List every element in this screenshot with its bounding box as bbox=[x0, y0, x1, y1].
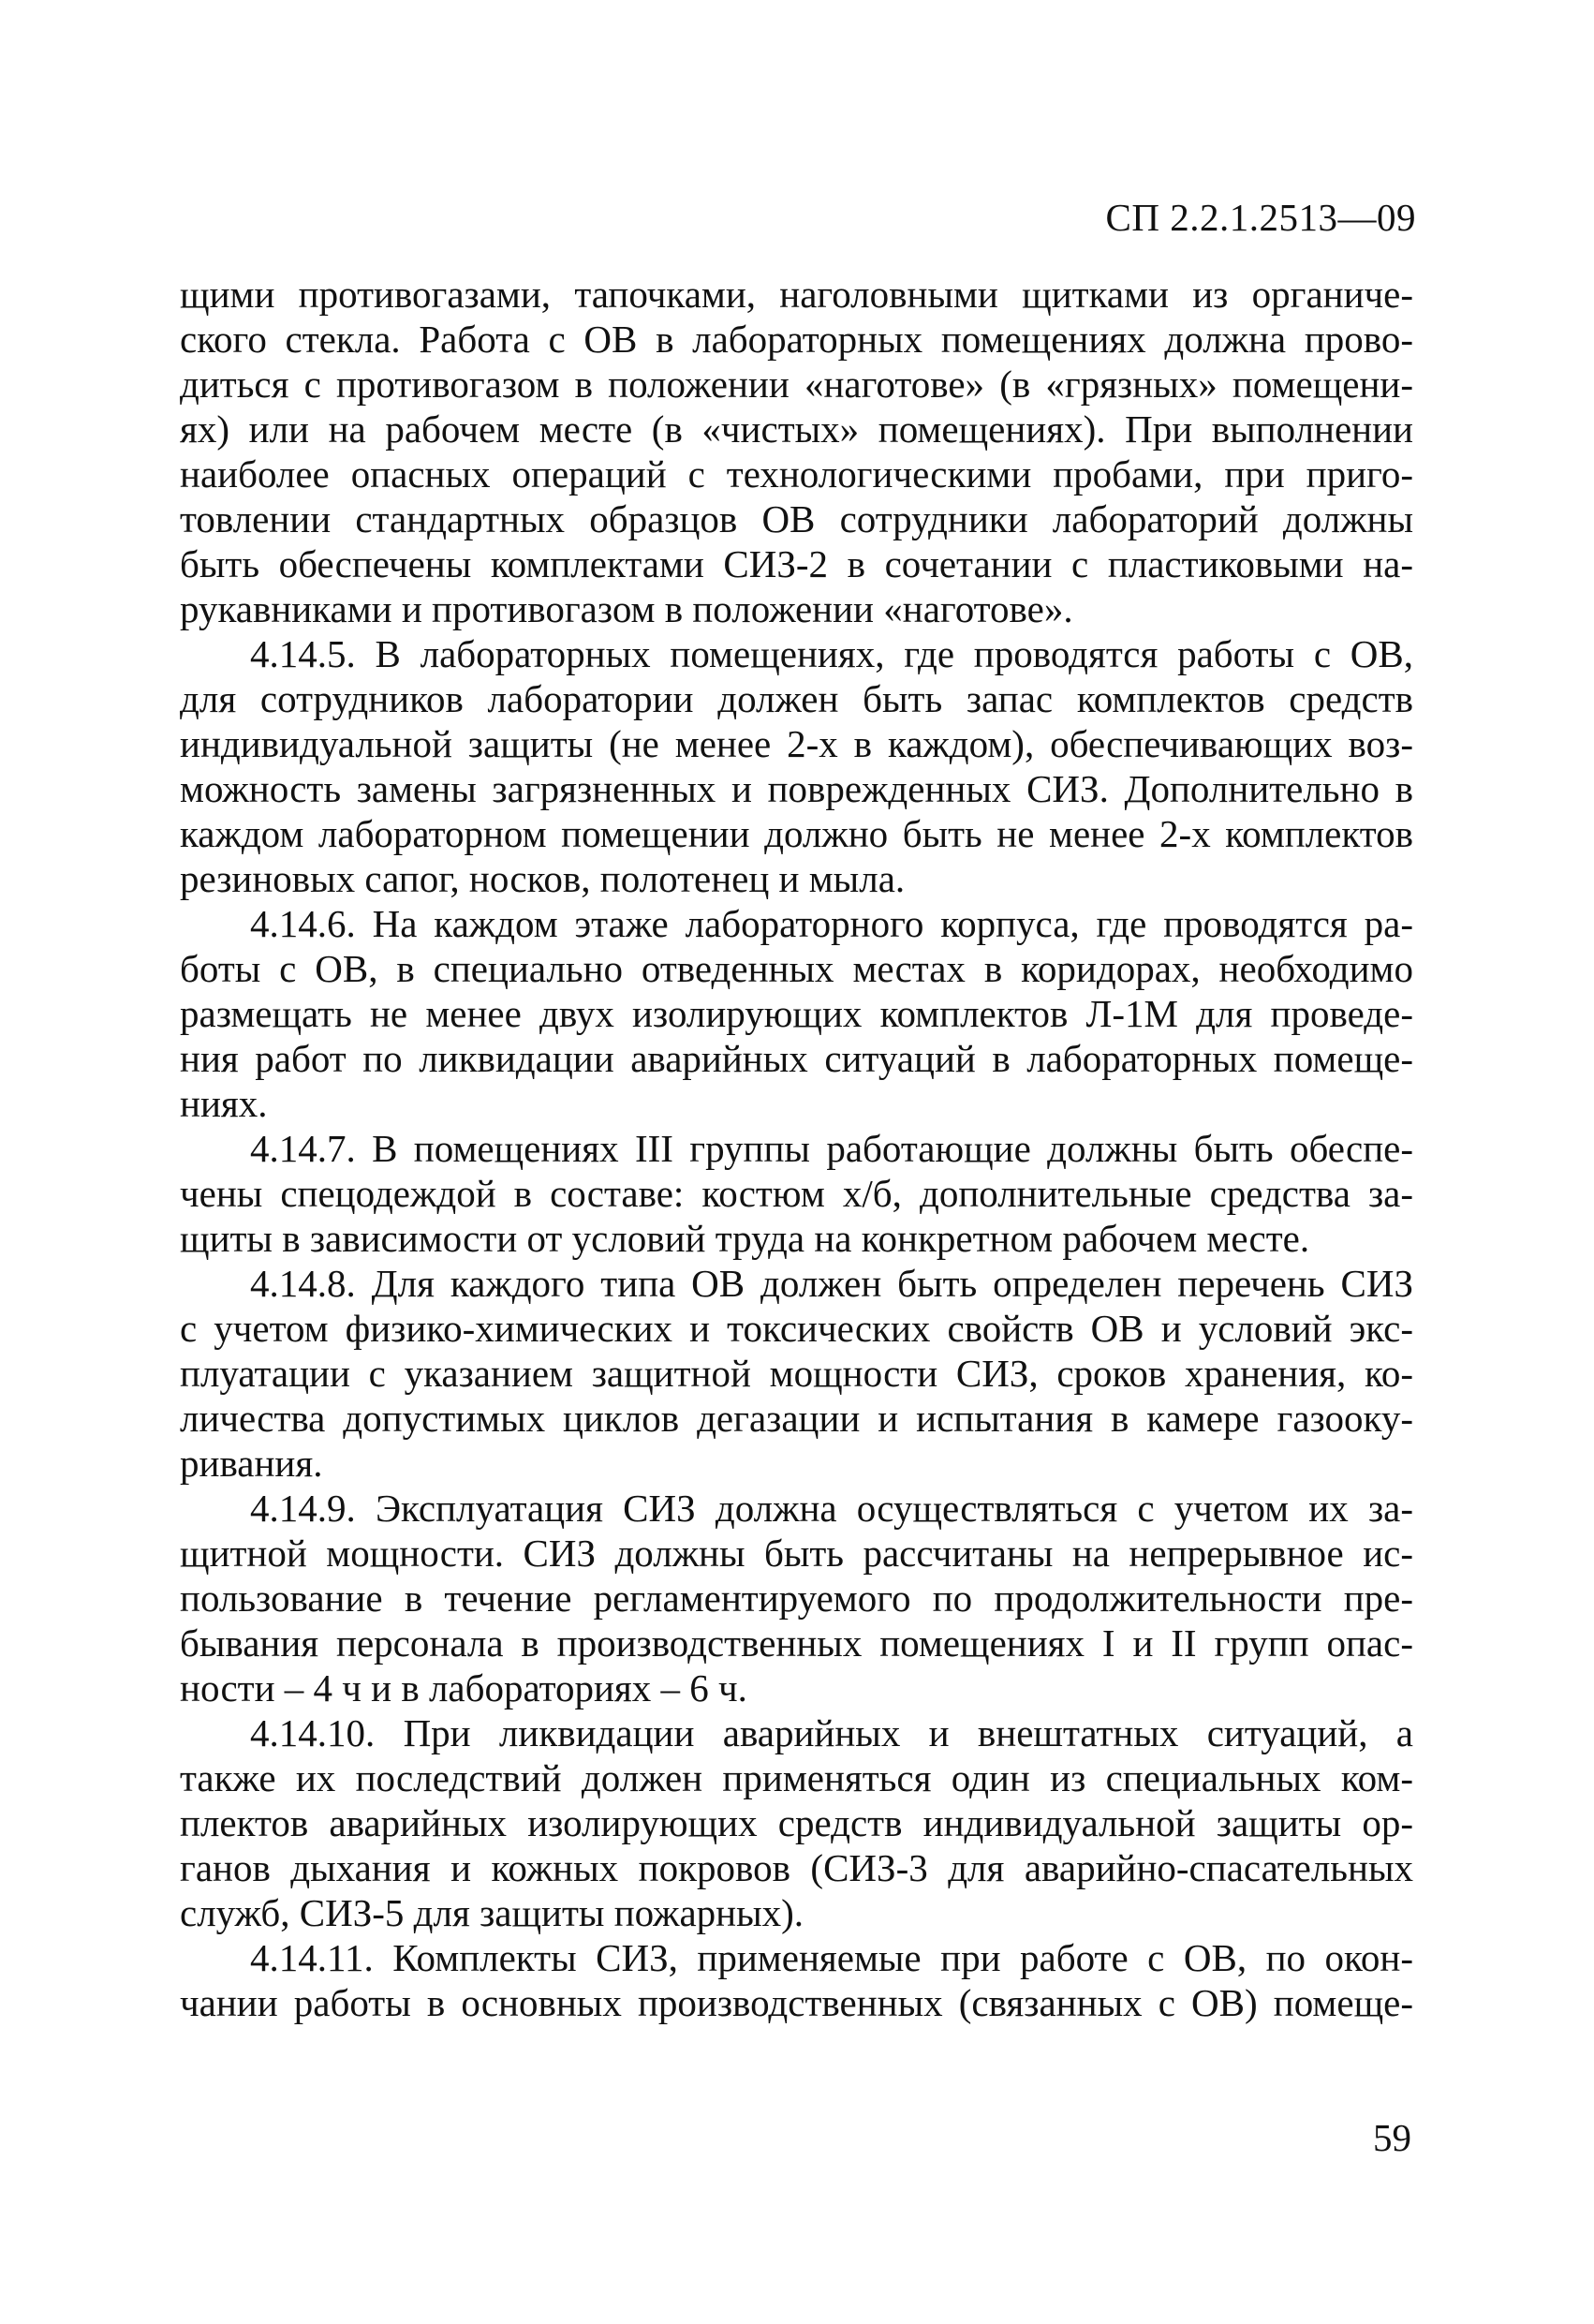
text-line: ниях. bbox=[180, 1082, 268, 1125]
text-line: боты с ОВ, в специально отведенных местах в коридорах, необходимо bbox=[180, 947, 1413, 990]
text-line: размещать не менее двух изолирующих комплектов Л-1М для проведе- bbox=[180, 992, 1413, 1035]
text-line: каждом лабораторном помещении должно быть не менее 2-х комплектов bbox=[180, 812, 1413, 855]
paragraph-first-line: 4.14.8. Для каждого типа ОВ должен быть определен перечень СИЗ bbox=[250, 1262, 1413, 1305]
text-line: быть обеспечены комплектами СИЗ-2 в сочетании с пластиковыми на- bbox=[180, 542, 1413, 585]
text-line: щиты в зависимости от условий труда на конкретном рабочем месте. bbox=[180, 1217, 1310, 1260]
text-line: щими противогазами, тапочками, наголовными щитками из органиче- bbox=[180, 273, 1413, 316]
text-line: резиновых сапог, носков, полотенец и мыла. bbox=[180, 857, 906, 900]
text-line: служб, СИЗ-5 для защиты пожарных). bbox=[180, 1891, 804, 1934]
text-line: личества допустимых циклов дегазации и испытания в камере газооку- bbox=[180, 1397, 1413, 1440]
document-body bbox=[180, 272, 1413, 2025]
paragraph-first-line: 4.14.11. Комплекты СИЗ, применяемые при работе с ОВ, по окон- bbox=[250, 1936, 1413, 1979]
text-line: ского стекла. Работа с ОВ в лабораторных помещениях должна прово- bbox=[180, 318, 1413, 361]
text-line: плектов аварийных изолирующих средств индивидуальной защиты ор- bbox=[180, 1801, 1413, 1844]
document-code-header: СП 2.2.1.2513—09 bbox=[1105, 196, 1416, 239]
paragraph-first-line: 4.14.7. В помещениях III группы работающие должны быть обеспе- bbox=[250, 1127, 1413, 1170]
text-line: можность замены загрязненных и поврежденных СИЗ. Дополнительно в bbox=[180, 767, 1413, 810]
paragraph-first-line: 4.14.10. При ликвидации аварийных и внештатных ситуаций, а bbox=[250, 1711, 1413, 1754]
text-line: наиболее опасных операций с технологическими пробами, при приго- bbox=[180, 452, 1413, 496]
text-line: чены спецодеждой в составе: костюм х/б, дополнительные средства за- bbox=[180, 1172, 1413, 1215]
text-line: диться с противогазом в положении «наготове» (в «грязных» помещени- bbox=[180, 363, 1413, 406]
paragraph-first-line: 4.14.9. Эксплуатация СИЗ должна осуществляться с учетом их за- bbox=[250, 1487, 1413, 1530]
text-line: ривания. bbox=[180, 1442, 323, 1485]
text-line: пользование в течение регламентируемого по продолжительности пре- bbox=[180, 1576, 1413, 1620]
paragraph-first-line: 4.14.5. В лабораторных помещениях, где проводятся работы с ОВ, bbox=[250, 632, 1413, 675]
text-line: ности – 4 ч и в лабораториях – 6 ч. bbox=[180, 1666, 747, 1710]
page-number: 59 bbox=[1373, 2116, 1411, 2159]
text-line: щитной мощности. СИЗ должны быть рассчитаны на непрерывное ис- bbox=[180, 1532, 1413, 1575]
text-line: индивидуальной защиты (не менее 2-х в каждом), обеспечивающих воз- bbox=[180, 722, 1413, 765]
text-line: плуатации с указанием защитной мощности СИЗ, сроков хранения, ко- bbox=[180, 1352, 1413, 1395]
text-line: ях) или на рабочем месте (в «чистых» помещениях). При выполнении bbox=[180, 407, 1413, 451]
text-line: товлении стандартных образцов ОВ сотрудники лабораторий должны bbox=[180, 497, 1413, 540]
text-line: также их последствий должен применяться один из специальных ком- bbox=[180, 1756, 1413, 1799]
text-line: рукавниками и противогазом в положении «наготове». bbox=[180, 587, 1073, 630]
text-line: ния работ по ликвидации аварийных ситуаций в лабораторных помеще- bbox=[180, 1037, 1413, 1080]
text-line: чании работы в основных производственных (связанных с ОВ) помеще- bbox=[180, 1981, 1413, 2024]
text-line: с учетом физико-химических и токсических свойств ОВ и условий экс- bbox=[180, 1307, 1413, 1350]
paragraph-first-line: 4.14.6. На каждом этаже лабораторного корпуса, где проводятся ра- bbox=[250, 902, 1413, 945]
text-line: бывания персонала в производственных помещениях I и II групп опас- bbox=[180, 1621, 1413, 1665]
text-line: ганов дыхания и кожных покровов (СИЗ-3 для аварийно-спасательных bbox=[180, 1846, 1413, 1889]
text-line: для сотрудников лаборатории должен быть запас комплектов средств bbox=[180, 677, 1413, 720]
